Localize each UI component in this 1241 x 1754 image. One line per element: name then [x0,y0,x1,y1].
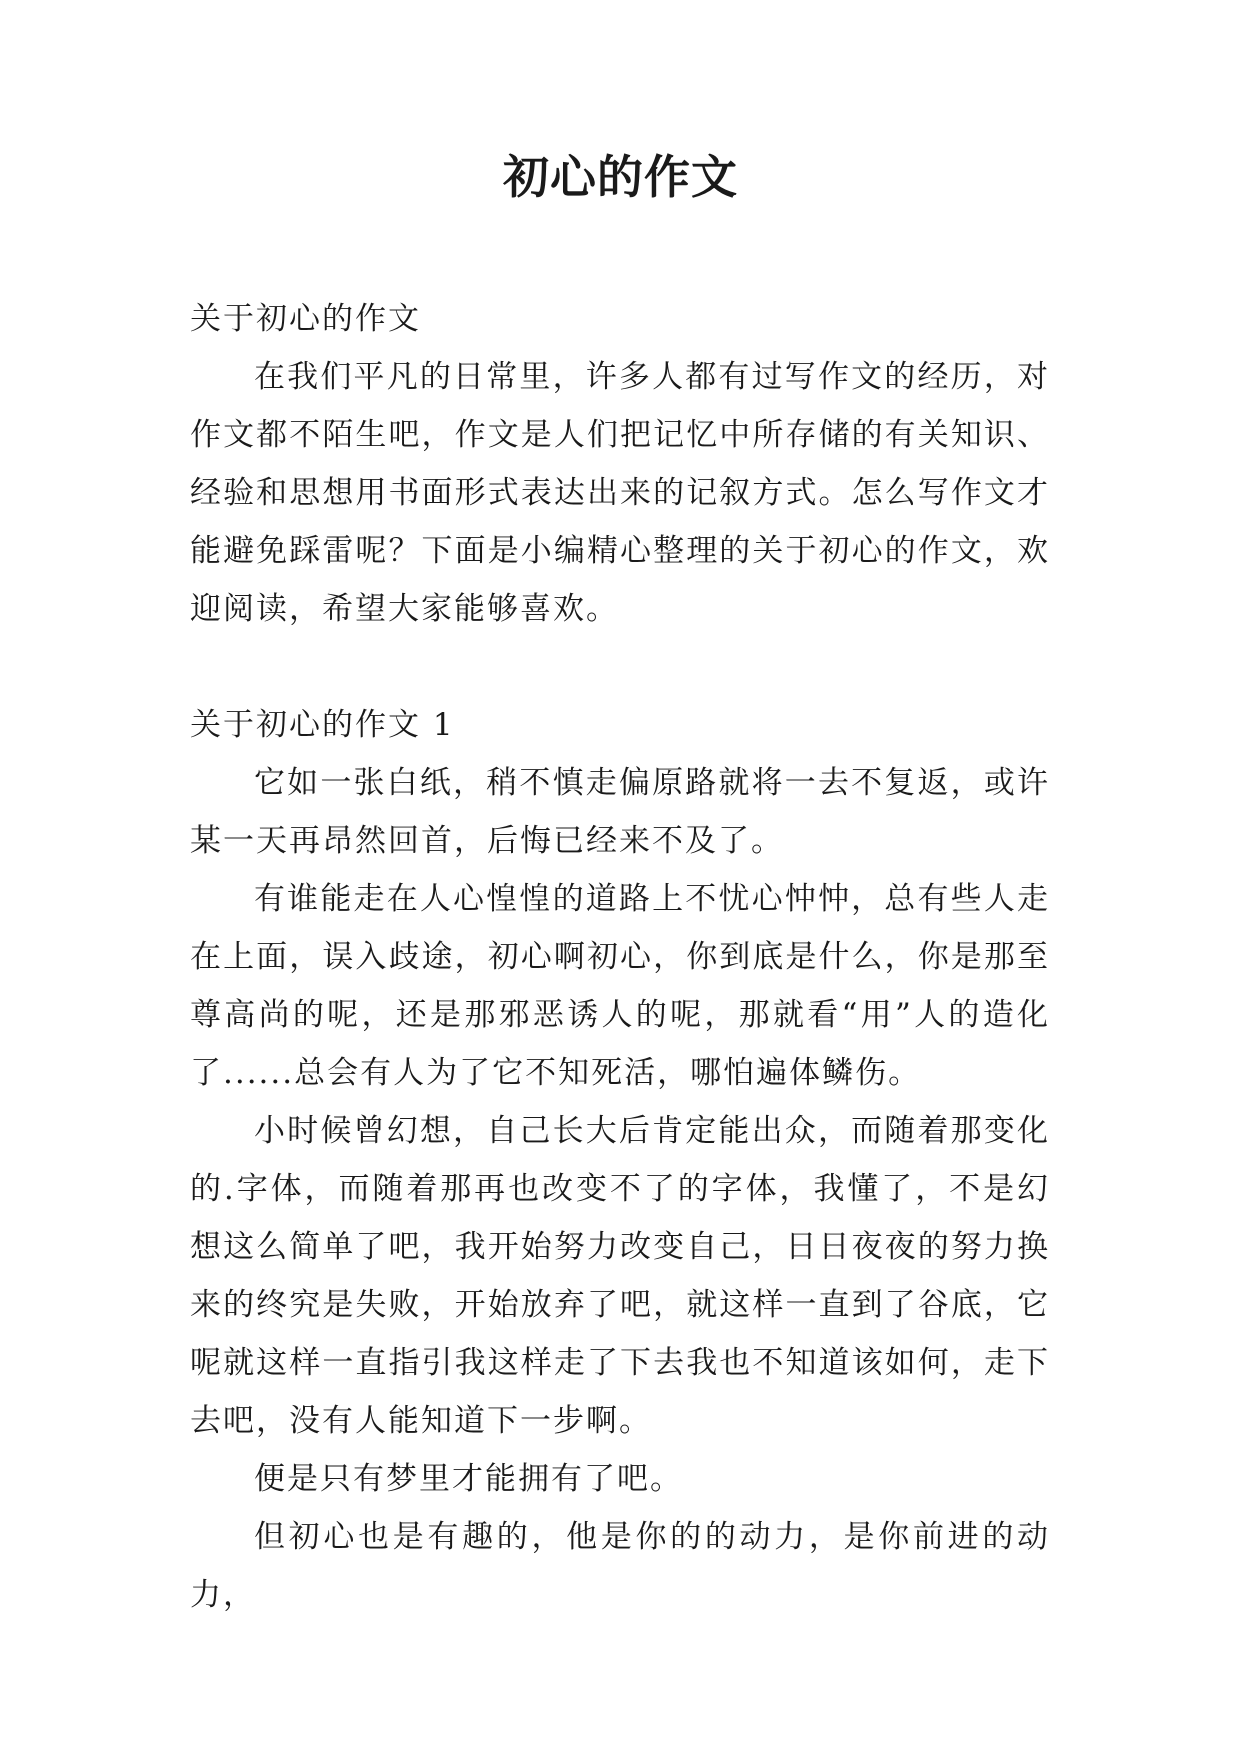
document-body [190,290,1050,1624]
document-title: 初心的作文 [503,150,738,204]
essay-1-paragraph: 它如一张白纸，稍不慎走偏原路就将一去不复返，或许某一天再昂然回首，后悔已经来不及了。 [190,765,1050,859]
intro-heading: 关于初心的作文 [190,301,421,337]
essay-1-paragraph: 有谁能走在人心惶惶的道路上不忧心忡忡，总有些人走在上面，误入歧途，初心啊初心，你到底是什么，你是那至尊高尚的呢，还是那邪恶诱人的呢，那就看“用”人的造化了......总会有人为了它不知死活，哪怕遍体鳞伤。 [190,881,1050,1091]
essay-1-heading: 关于初心的作文 1 [190,707,455,743]
essay-1-paragraph: 小时候曾幻想，自己长大后肯定能出众，而随着那变化的.字体，而随着那再也改变不了的字体，我懂了，不是幻想这么简单了吧，我开始努力改变自己，日日夜夜的努力换来的终究是失败，开始放弃了吧，就这样一直到了谷底，它呢就这样一直指引我这样走了下去我也不知道该如何，走下去吧，没有人能知道下一步啊。 [190,1113,1050,1439]
essay-1-paragraph: 便是只有梦里才能拥有了吧。 [254,1461,683,1497]
essay-1-paragraph: 但初心也是有趣的，他是你的的动力，是你前进的动力， [190,1519,1050,1613]
intro-paragraph: 在我们平凡的日常里，许多人都有过写作文的经历，对作文都不陌生吧，作文是人们把记忆中所存储的有关知识、经验和思想用书面形式表达出来的记叙方式。怎么写作文才能避免踩雷呢？下面是小编精心整理的关于初心的作文，欢迎阅读，希望大家能够喜欢。 [190,359,1050,627]
section-gap [190,638,1050,696]
